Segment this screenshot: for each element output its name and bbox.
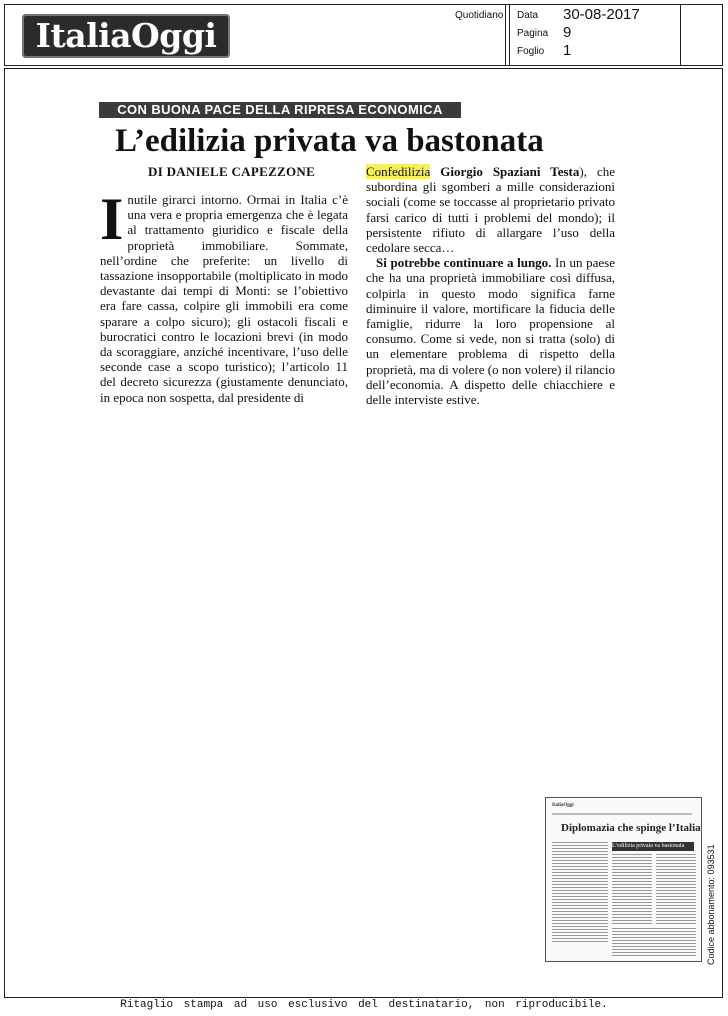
person-name: Giorgio Spaziani Testa xyxy=(430,164,580,179)
thumbnail-text-block xyxy=(656,854,696,924)
thumbnail-text-block xyxy=(612,928,696,956)
column-1-text: nutile girarci intorno. Ormai in Italia c’è una vera e propria emergenza che è legata al trattamento giuridico e fiscale della proprietà immobiliare. Sommate, nell’ordine che preferite: un livello di tassazione insopportabile (moltiplicato in modo devastante dai tempi di Monti: se l’obiettivo era fare cassa, colpire gli immobili era come sparare a colpo sicuro); gli ostacoli fiscali e burocratici contro le locazioni brevi (in modo da scoraggiare, anziché incentivare, l’uso delle seconde case a scopo turistico); l’articolo 11 del decreto sicurezza (giustamente denunciato, in epoca non sospetta, dal presidente di xyxy=(100,192,348,405)
column-2-text-1: ), che subordina gli sgomberi a mille considerazioni sociali (come se toccasse al proprietario privato farsi carico di tutti i problemi del mondo); il persistente rifiuto di allargare l’uso della cedolare secca… xyxy=(366,164,615,256)
thumbnail-text-block xyxy=(552,842,608,942)
sheet-label: Foglio xyxy=(517,46,545,57)
page-label: Pagina xyxy=(517,28,549,39)
thumbnail-title: Diplomazia che spinge l’Italia xyxy=(561,822,701,834)
header-divider xyxy=(509,4,510,66)
page-value: 9 xyxy=(563,24,572,41)
date-value: 30-08-2017 xyxy=(563,6,640,23)
column-2-text-2: In un paese che ha una proprietà immobiliare così diffusa, colpirla in questo modo significa farne diminuire il valore, mortificare la fiducia delle famiglie, ridurre la loro propensione al consumo. Come si vede, non si tratta (solo) di un elementare problema di rispetto della proprietà, ma di volere (o non volere) il rilancio dell’economia. A dispetto delle chiacchiere e delle interviste estive. xyxy=(366,255,615,408)
subscription-code: Codice abbonamento: 093531 xyxy=(706,844,716,965)
footer-disclaimer: Ritaglio stampa ad uso esclusivo del destinatario, non riproducibile. xyxy=(120,999,608,1011)
drop-cap: I xyxy=(100,186,124,252)
article-column-2 xyxy=(366,164,615,407)
header-divider xyxy=(680,4,681,66)
thumbnail-highlight-box: L’edilizia privata va bastonata xyxy=(612,842,694,851)
thumbnail-line xyxy=(552,813,692,815)
thumbnail-text-block xyxy=(612,854,652,924)
article-headline: L’edilizia privata va bastonata xyxy=(115,123,544,159)
article-kicker: CON BUONA PACE DELLA RIPRESA ECONOMICA xyxy=(99,102,461,118)
newspaper-logo: ItaliaOggi xyxy=(22,14,230,58)
header-divider xyxy=(505,4,506,66)
article-column-1 xyxy=(100,186,348,405)
sheet-value: 1 xyxy=(563,42,572,59)
article-byline: DI DANIELE CAPEZZONE xyxy=(148,164,316,179)
page-thumbnail xyxy=(545,797,702,962)
quotidiano-label: Quotidiano xyxy=(455,10,504,21)
paragraph-lead: Si potrebbe continuare a lungo. xyxy=(376,255,552,271)
thumbnail-logo: ItaliaOggi xyxy=(552,803,574,808)
highlighted-term: Confedilizia xyxy=(366,164,431,179)
date-label: Data xyxy=(517,10,539,21)
